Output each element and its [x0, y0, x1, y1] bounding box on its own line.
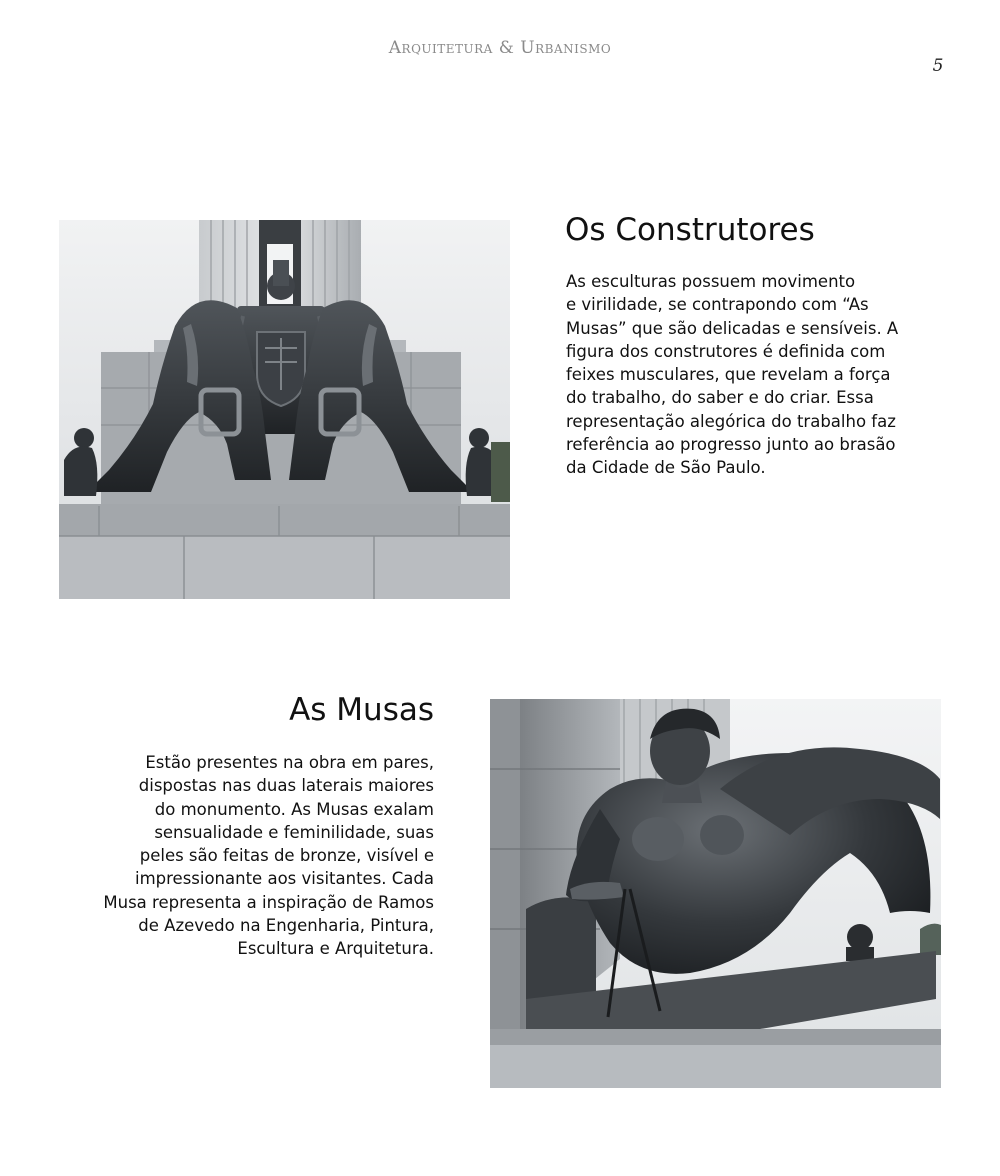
musas-line: de Azevedo na Engenharia, Pintura,	[138, 916, 434, 936]
musas-line: dispostas nas duas laterais maiores	[138, 776, 434, 796]
musas-line: Musa representa a inspiração de Ramos	[103, 892, 434, 912]
construtores-line: representação alegórica do trabalho faz	[566, 411, 896, 431]
construtores-line: referência ao progresso junto ao brasão	[566, 435, 896, 455]
musa-sculpture-image	[490, 699, 941, 1088]
construtores-line: As esculturas possuem movimento	[566, 272, 856, 291]
musas-line: peles são feitas de bronze, visível e	[139, 846, 434, 866]
construtores-line: feixes musculares, que revelam a força	[566, 365, 891, 385]
musas-line: impressionante aos visitantes. Cada	[134, 869, 434, 889]
section-title-musas: As Musas	[289, 692, 434, 728]
construtores-paragraph	[566, 270, 899, 480]
page-number: 5	[932, 56, 944, 76]
musas-line: sensualidade e feminilidade, suas	[154, 822, 434, 842]
construtores-line: do trabalho, do saber e do criar. Essa	[566, 388, 874, 408]
running-head: Arquitetura & Urbanismo	[388, 38, 612, 58]
construtores-line: e virilidade, se contrapondo com “As	[566, 295, 869, 315]
construtores-photo	[59, 220, 510, 599]
construtores-line: Musas” que são delicadas e sensíveis. A	[566, 318, 899, 338]
section-title-construtores: Os Construtores	[565, 212, 815, 248]
musas-photo	[490, 699, 941, 1088]
construtores-line: figura dos construtores é definida com	[566, 341, 886, 361]
construtores-sculpture-image	[59, 220, 510, 599]
musas-line: do monumento. As Musas exalam	[154, 799, 434, 819]
construtores-line: da Cidade de São Paulo.	[566, 458, 766, 478]
musas-line: Escultura e Arquitetura.	[237, 939, 434, 959]
musas-paragraph	[80, 751, 434, 961]
musas-line: Estão presentes na obra em pares,	[145, 753, 434, 772]
